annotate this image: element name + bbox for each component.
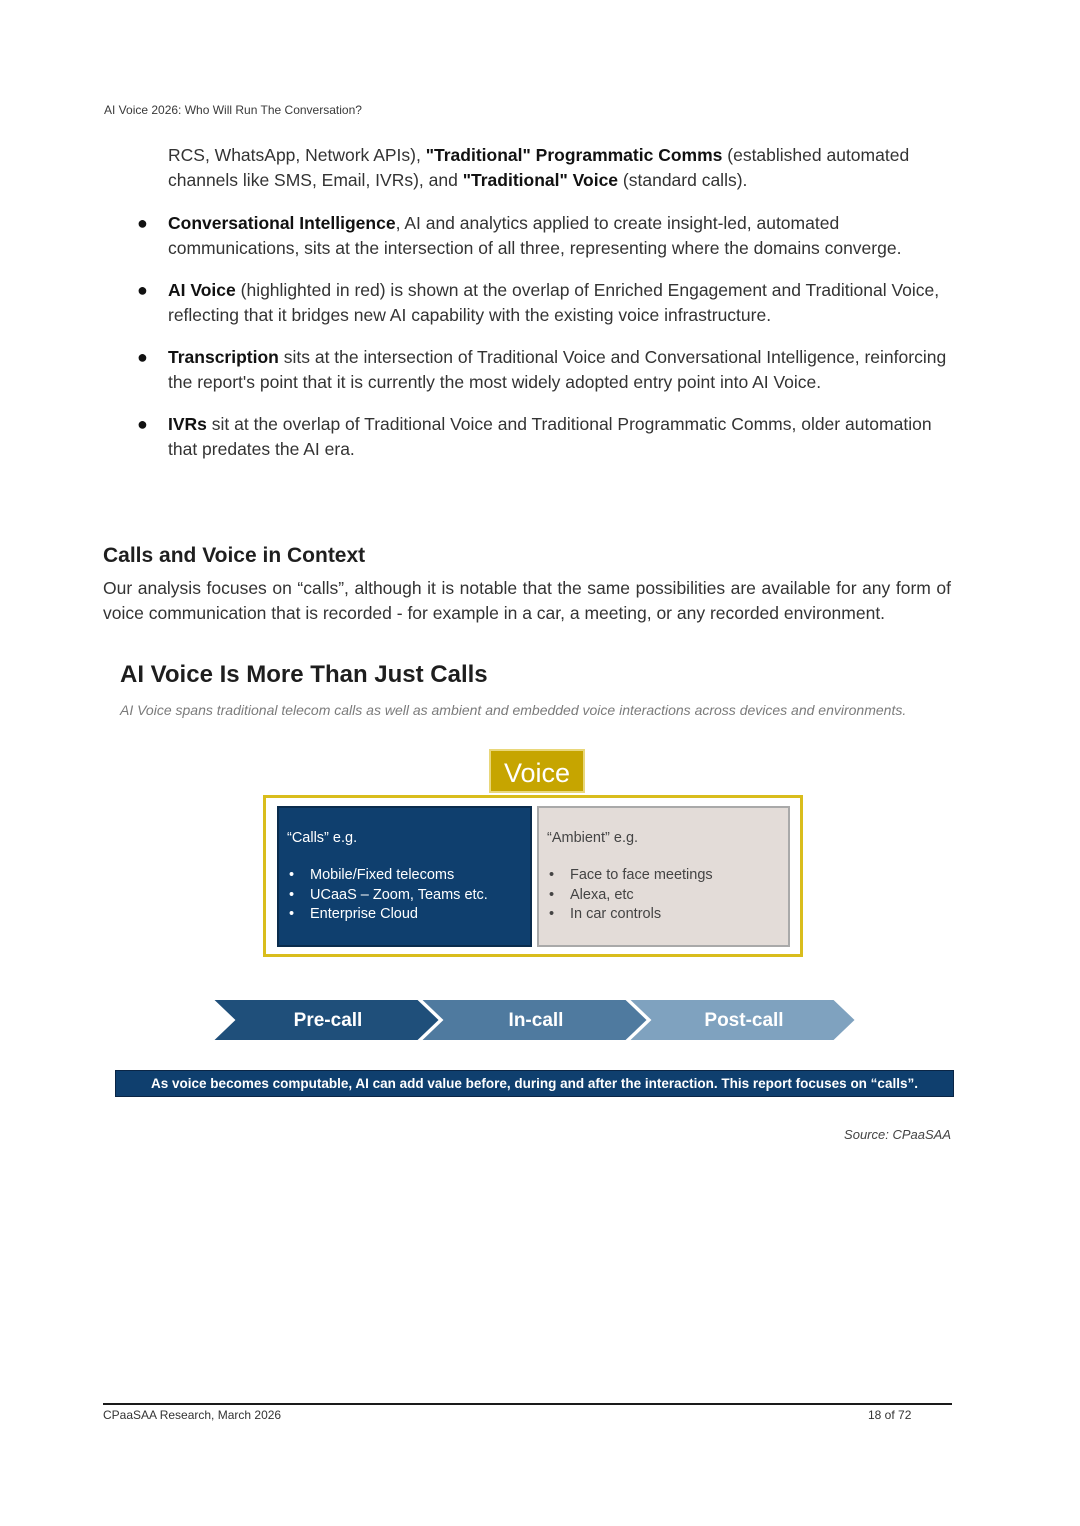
figure-title: AI Voice Is More Than Just Calls bbox=[120, 661, 488, 688]
list-item: • In car controls bbox=[547, 905, 780, 925]
bullet-icon: ● bbox=[137, 414, 148, 434]
in-call-label: In-call bbox=[508, 1010, 564, 1031]
page-number: 18 of 72 bbox=[868, 1408, 912, 1422]
post-call-label: Post-call bbox=[704, 1010, 784, 1031]
running-header: AI Voice 2026: Who Will Run The Conversation? bbox=[104, 103, 362, 117]
calls-list bbox=[287, 866, 522, 925]
list-item: • Mobile/Fixed telecoms bbox=[287, 866, 522, 886]
list-item: • UCaaS – Zoom, Teams etc. bbox=[287, 886, 522, 906]
continuation-paragraph: RCS, WhatsApp, Network APIs), "Traditional" Programmatic Comms (established automated channels like SMS, Email, IVRs), and "Traditional" Voice (standard calls). bbox=[168, 145, 910, 190]
bullet-list bbox=[132, 211, 958, 479]
figure-subtitle: AI Voice spans traditional telecom calls as well as ambient and embedded voice interactions across devices and environments. bbox=[120, 702, 907, 718]
pre-call-label: Pre-call bbox=[293, 1010, 363, 1031]
list-item: • Face to face meetings bbox=[547, 866, 780, 886]
call-stage-arrows bbox=[212, 996, 862, 1044]
bullet-icon: ● bbox=[137, 347, 148, 367]
calls-panel bbox=[277, 806, 532, 947]
list-item: ● Conversational Intelligence, AI and analytics applied to create insight-led, automated communications, sits at the intersection of all three, representing where the domains converge. bbox=[137, 213, 902, 258]
footer-publisher: CPaaSAA Research, March 2026 bbox=[103, 1408, 282, 1422]
ambient-list bbox=[547, 866, 780, 925]
section-paragraph: Our analysis focuses on “calls”, although it is notable that the same possibilities are available for any form of voice communication that is recorded - for example in a car, a meeting, or any recorded environment. bbox=[103, 578, 951, 623]
list-item: • Alexa, etc bbox=[547, 886, 780, 906]
list-item: ● IVRs sit at the overlap of Traditional Voice and Traditional Programmatic Comms, older automation that predates the AI era. bbox=[137, 414, 932, 459]
footer-divider bbox=[103, 1403, 952, 1405]
section-heading: Calls and Voice in Context bbox=[103, 544, 366, 567]
list-item: ● Transcription sits at the intersection of Traditional Voice and Conversational Intelligence, reinforcing the report's point that it is currently the most widely adopted entry point into AI Voice. bbox=[137, 347, 947, 392]
bullet-icon: ● bbox=[137, 213, 148, 233]
bullet-icon: ● bbox=[137, 280, 148, 300]
list-item: • Enterprise Cloud bbox=[287, 905, 522, 925]
list-item: ● AI Voice (highlighted in red) is shown at the overlap of Enriched Engagement and Traditional Voice, reflecting that it bridges new AI capability with the existing voice infrastructure. bbox=[137, 280, 940, 325]
ambient-panel bbox=[537, 806, 790, 947]
voice-label: Voice bbox=[489, 749, 585, 793]
ambient-title: “Ambient” e.g. bbox=[547, 830, 639, 846]
figure-source: Source: CPaaSAA bbox=[844, 1127, 951, 1142]
figure-banner: As voice becomes computable, AI can add value before, during and after the interaction. This report focuses on “calls”. bbox=[115, 1070, 954, 1097]
calls-title: “Calls” e.g. bbox=[287, 830, 358, 846]
